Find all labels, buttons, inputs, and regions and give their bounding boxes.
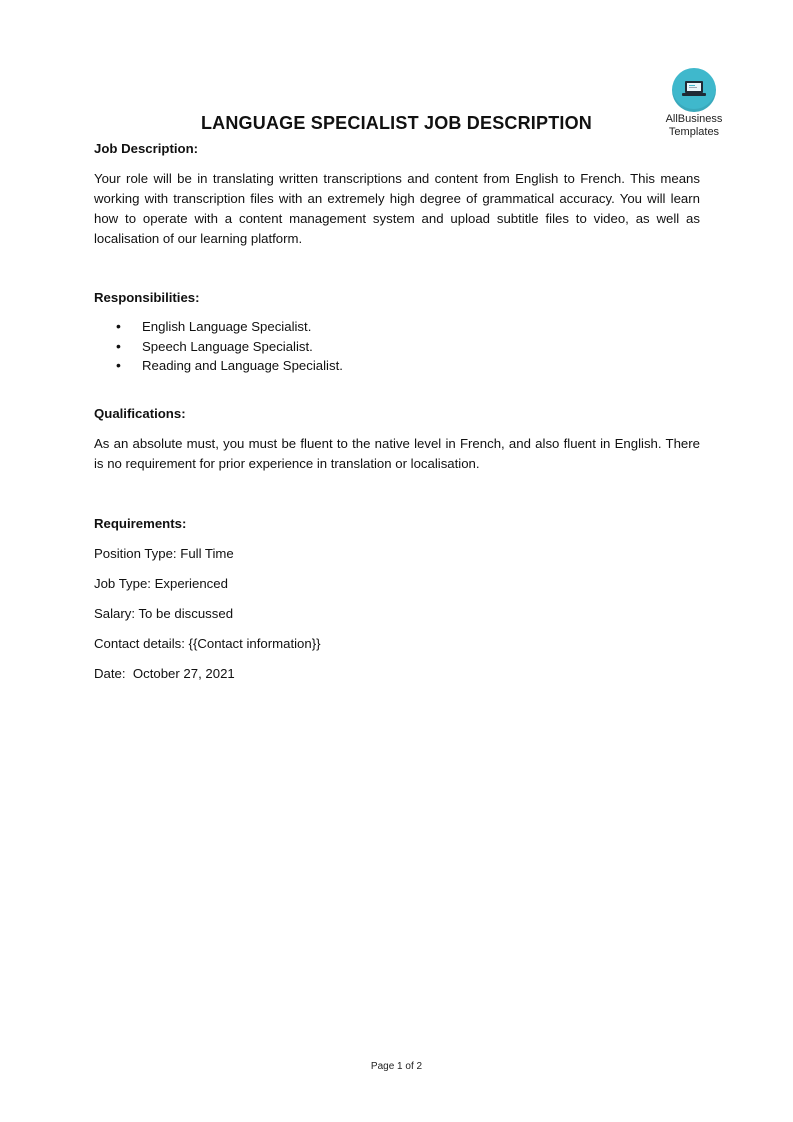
responsibilities-heading: Responsibilities: bbox=[94, 290, 200, 305]
laptop-icon bbox=[672, 68, 716, 112]
list-item: • English Language Specialist. bbox=[94, 317, 700, 337]
page-number: Page 1 of 2 bbox=[370, 1061, 423, 1072]
requirements-heading: Requirements: bbox=[94, 515, 187, 531]
logo-line-2: Templates bbox=[668, 126, 720, 138]
qualifications-heading: Qualifications: bbox=[94, 405, 186, 421]
position-type: Position Type: Full Time bbox=[94, 545, 234, 561]
list-item: • Reading and Language Specialist. bbox=[94, 356, 700, 376]
job-type: Job Type: Experienced bbox=[94, 575, 228, 591]
document-body bbox=[94, 139, 700, 684]
contact-details: Contact details: {{Contact information}} bbox=[94, 635, 321, 651]
responsibilities-list bbox=[94, 317, 700, 376]
date: Date: October 27, 2021 bbox=[94, 665, 235, 681]
qualifications-text: As an absolute must, you must be fluent to the native level in French, and also fluent in English. There is no requirement for prior experience in translation or localisation. bbox=[94, 435, 700, 471]
job-description-heading: Job Description: bbox=[94, 141, 199, 156]
salary: Salary: To be discussed bbox=[94, 605, 234, 621]
logo-line-1: AllBusiness bbox=[665, 113, 723, 125]
document-title: LANGUAGE SPECIALIST JOB DESCRIPTION bbox=[200, 113, 593, 133]
job-description-text: Your role will be in translating written transcriptions and content from English to French. This means working with transcription files with an extremely high degree of grammatical accuracy. You will learn how to operate with a content management system and upload subtitle files to video, as well as localisation of our learning platform. bbox=[94, 171, 700, 246]
list-item: • Speech Language Specialist. bbox=[94, 337, 700, 357]
